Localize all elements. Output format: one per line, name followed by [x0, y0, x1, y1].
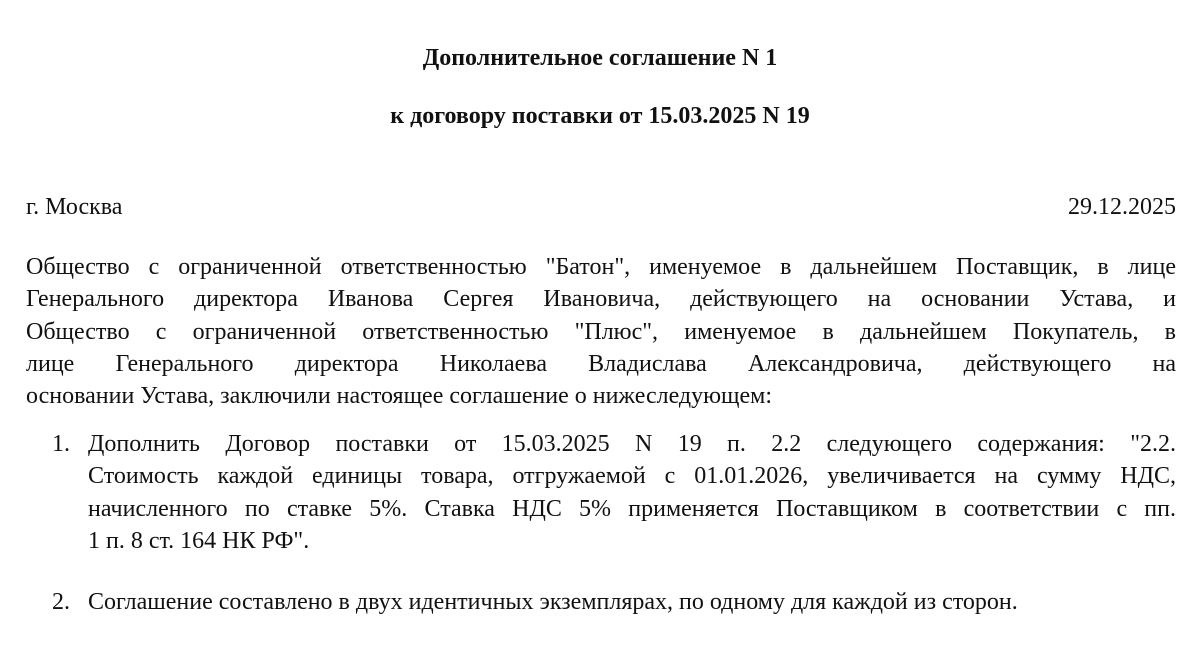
item-line: Стоимость каждой единицы товара, отгружаемой с 01.01.2026, увеличивается на сумму НДС, — [88, 463, 1176, 490]
item-line: 1 п. 8 ст. 164 НК РФ". — [88, 527, 310, 554]
list-item-number: 1. — [52, 431, 70, 457]
intro-paragraph — [26, 251, 1176, 412]
list-item — [52, 428, 1176, 557]
place-date-row — [26, 193, 1176, 221]
list-item-number: 2. — [52, 589, 70, 615]
intro-line: лице Генерального директора Николаева Владислава Александровича, действующего на — [26, 350, 1176, 377]
list-item-text — [88, 428, 1176, 557]
intro-line: основании Устава, заключили настоящее соглашение о нижеследующем: — [26, 383, 773, 410]
document-subtitle: к договору поставки от 15.03.2025 N 19 — [390, 103, 810, 129]
intro-line: Общество с ограниченной ответственностью "Батон", именуемое в дальнейшем Поставщик, в лице — [26, 254, 1176, 280]
item-line: Соглашение составлено в двух идентичных экземплярах, по одному для каждой из сторон. — [88, 589, 1018, 615]
list-item-text — [88, 586, 1176, 618]
item-line: начисленного по ставке 5%. Ставка НДС 5% применяется Поставщиком в соответствии с пп. — [88, 495, 1176, 522]
intro-line: Генерального директора Иванова Сергея Ивановича, действующего на основании Устава, и — [26, 286, 1176, 313]
intro-line: Общество с ограниченной ответственностью "Плюс", именуемое в дальнейшем Покупатель, в — [26, 318, 1176, 345]
city: г. Москва — [26, 194, 123, 220]
item-line: Дополнить Договор поставки от 15.03.2025 N 19 п. 2.2 следующего содержания: "2.2. — [88, 431, 1176, 457]
list-item — [52, 586, 1176, 618]
document-date: 29.12.2025 — [1068, 194, 1176, 220]
document-title: Дополнительное соглашение N 1 — [422, 45, 778, 71]
